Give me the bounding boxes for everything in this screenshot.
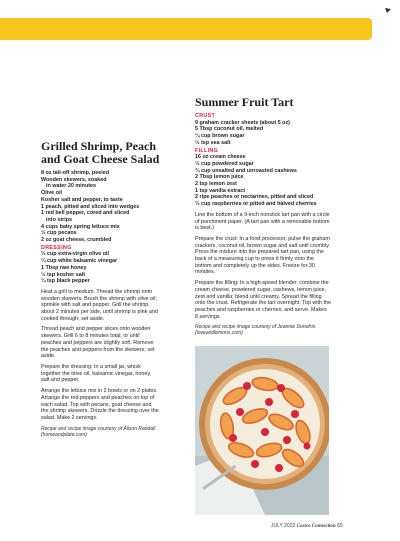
instruction-step: Heat a grill to medium. Thread the shrimp onto wooden skewers. Brush the shrimp with olive oil; sprinkle with salt and pepper. Grill the shrimp, about 2 minutes per side, until shrimp is pink and cooked through; set aside. — [41, 288, 158, 322]
ingredient: ¼ tsp black pepper — [41, 278, 90, 285]
filling-ingredients — [195, 154, 331, 208]
crust-heading: CRUST — [195, 113, 216, 119]
ingredient: 2 Tbsp lemon juice — [195, 174, 244, 181]
filling-heading: FILLING — [195, 147, 219, 154]
ingredient: ¾ cup unsalted and unroasted cashews — [195, 167, 297, 174]
salad-ingredients — [41, 170, 159, 244]
ingredient: ½ tsp sea salt — [195, 139, 231, 146]
ingredient: ¼ cup white balsamic vinegar — [41, 258, 118, 265]
ingredient: 9 graham cracker sheets (about 5 oz) — [195, 119, 290, 126]
ingredient: in water 20 minutes — [46, 183, 97, 190]
ingredient: 8 oz tail-off shrimp, peeled — [41, 170, 109, 176]
ingredient: 1 Tbsp raw honey — [41, 264, 87, 271]
page-footer — [271, 523, 343, 529]
instruction-step: Thread peach and pepper slices onto wooden skewers. Grill 6 to 8 minutes total, or until peaches and peppers are slightly soft. Remove the peaches and peppers from the skewers; set aside. — [41, 326, 155, 360]
tart-recipe — [195, 112, 331, 336]
accent-bar — [0, 18, 372, 40]
ingredient: 5 Tbsp coconut oil, melted — [195, 126, 263, 133]
tart-recipe-title: Summer Fruit Tart — [195, 95, 294, 109]
ingredient: 2 tsp lemon zest — [195, 181, 237, 188]
dressing-heading: DRESSING — [41, 244, 72, 251]
ingredient: 2 ripe peaches or nectarines, pitted and sliced — [195, 194, 314, 201]
ingredient: ¼ cup brown sugar — [195, 133, 245, 140]
ingredient: 16 oz cream cheese — [195, 154, 246, 161]
ingredient: 4 cups baby spring lettuce mix — [41, 223, 120, 230]
instruction-step: Prepare the dressing: In a small jar, whisk together the olive oil, balsamic vinegar, honey, salt and pepper. — [41, 363, 152, 384]
ingredient: ⅓ cup raspberries or pitted and halved cherries — [195, 201, 317, 208]
magazine-name: Costco Connection — [296, 524, 336, 529]
crust-ingredients — [195, 120, 331, 147]
dressing-ingredients — [41, 251, 159, 285]
ingredient: 1 peach, pitted and sliced into wedges — [41, 203, 140, 210]
instruction-step: Prepare the crust: In a food processor, pulse the graham crackers, coconut oil, brown sugar and salt until crumbly. Press the mixture into the prepared tart pan, using the back of a measuring cup to press it firmly onto the bottom and completely up the sides. Freeze for 30 minutes. — [195, 235, 331, 276]
ingredient: ½ cup pecans — [41, 230, 77, 237]
fruit-tart-illustration — [195, 346, 329, 515]
recipe-credit: Recipe and recipe image courtesy of Jeannie Donofrio (loveandlemons.com) — [195, 324, 316, 337]
salad-recipe — [41, 170, 159, 438]
salad-recipe-title: Grilled Shrimp, Peach and Goat Cheese Salad — [41, 139, 160, 166]
ingredient: 2 oz goat cheese, crumbled — [41, 237, 112, 244]
fruit-tart-photo — [195, 346, 329, 515]
ingredient: Wooden skewers, soaked — [41, 176, 107, 183]
ingredient: Olive oil — [41, 190, 62, 197]
ingredient: into strips — [46, 216, 73, 223]
issue-date: JULY 2022 — [271, 523, 296, 529]
recipe-credit: Recipe and recipe image courtesy of Alison Randall (homeandplate.com) — [41, 425, 156, 438]
ingredient: ½ tsp kosher salt — [41, 271, 86, 278]
ingredient: ⅓ cup extra-virgin olive oil — [41, 251, 110, 258]
ingredient: Kosher salt and pepper, to taste — [41, 196, 123, 203]
instruction-step: Line the bottom of a 9-inch nonstick tart pan with a circle of parchment paper. (A tart pan with a removable bottom is best.) — [195, 211, 330, 232]
arrow-icon — [385, 8, 391, 13]
instruction-step: Arrange the lettuce mix in 2 bowls or on 2 plates. Arrange the red peppers and peaches on top of each salad. Top with pecans, goat cheese and the shrimp skewers. Drizzle the dressing over the salad. Make 2 servings. — [41, 388, 159, 421]
ingredient: 1 red bell pepper, cored and sliced — [41, 210, 130, 217]
instruction-step: Prepare the filling: In a high-speed blender, combine the cream cheese, powdered sugar, cashews, lemon juice, zest and vanilla; blend until creamy. Spread the filling onto the crust. Refrigerate the tart overnight. Top with the peaches and raspberries or cherries, and serve. Makes 8 servings. — [195, 280, 331, 320]
ingredient: ½ cup powdered sugar — [195, 160, 254, 167]
page-number: 65 — [337, 523, 343, 529]
ingredient: 1 tsp vanilla extract — [195, 187, 246, 194]
